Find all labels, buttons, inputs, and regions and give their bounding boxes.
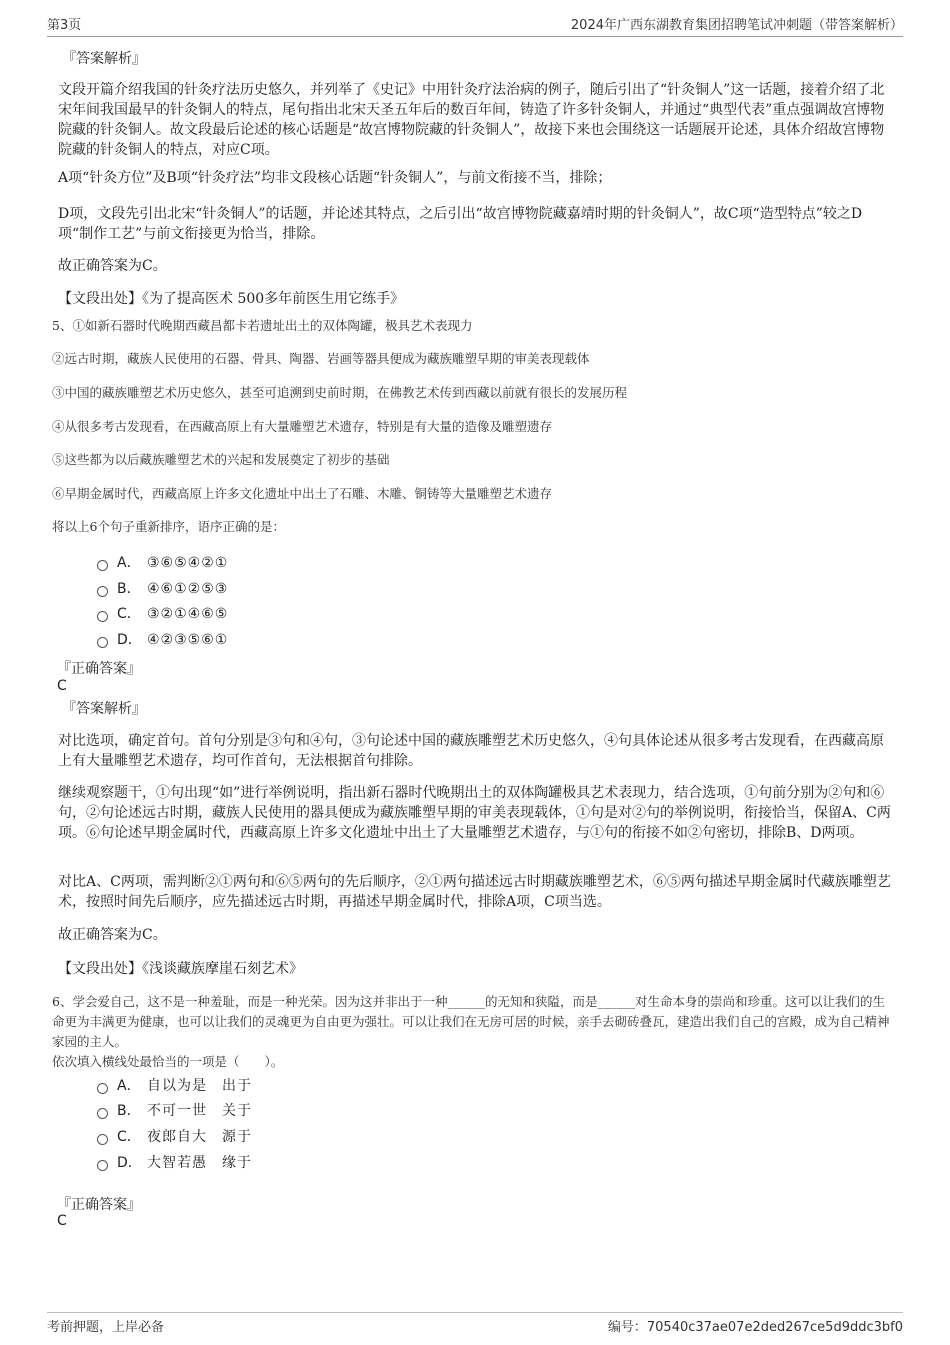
document-id: 编号：70540c37ae07e2ded267ce5d9ddc3bf0 xyxy=(607,1320,903,1335)
q5-sentence-5: ⑤这些都为以后藏族雕塑艺术的兴起和发展奠定了初步的基础 xyxy=(52,452,390,467)
q5-analysis-label: 『答案解析』 xyxy=(62,701,146,717)
option-letter: A． xyxy=(117,555,141,571)
radio-icon[interactable] xyxy=(97,1134,108,1145)
page-number: 第3页 xyxy=(47,18,82,33)
q4-conclusion: 故正确答案为C。 xyxy=(58,258,167,274)
q4-analysis-para-1: 文段开篇介绍我国的针灸疗法历史悠久，并列举了《史记》中用针灸疗法治病的例子，随后引出了“针灸铜人”这一话题，接着介绍了北宋年间我国最早的针灸铜人的特点，尾句指出北宋天圣五年后的数百年间，铸造了许多针灸铜人，并通过“典型代表”重点强调故宫博物院藏的针灸铜人。故文段最后论述的核心话题是“故宫博物院藏的针灸铜人”，故接下来也会围绕这一话题展开论述，具体介绍故宫博物院藏的针灸铜人的特点，对应C项。 xyxy=(58,82,885,158)
option-text: ④②③⑤⑥① xyxy=(147,632,229,648)
option-letter: D． xyxy=(117,632,142,648)
q6-option-b[interactable] xyxy=(97,1101,252,1121)
radio-icon[interactable] xyxy=(97,611,108,622)
radio-icon[interactable] xyxy=(97,1083,108,1094)
option-letter: C． xyxy=(117,1129,141,1145)
q5-sentence-6: ⑥早期金属时代，西藏高原上许多文化遗址中出土了石雕、木雕、铜铸等大量雕塑艺术遗存 xyxy=(52,486,553,501)
q5-answer: C xyxy=(57,678,67,694)
option-letter: D． xyxy=(117,1155,142,1171)
document-title: 2024年广西东湖教育集团招聘笔试冲刺题（带答案解析） xyxy=(570,18,903,33)
q5-prompt: 将以上6个句子重新排序，语序正确的是： xyxy=(52,519,285,534)
q5-source: 【文段出处】《浅谈藏族摩崖石刻艺术》 xyxy=(58,961,303,977)
option-text: 大智若愚 缘于 xyxy=(147,1155,252,1171)
q6-prompt: 依次填入横线处最恰当的一项是（ ）。 xyxy=(52,1054,284,1069)
q5-analysis-para-2: 继续观察题干，①句出现“如”进行举例说明，指出新石器时代晚期出土的双体陶罐极具艺术表现力，结合选项，①句前分别为②句和⑥句，②句论述远古时期，藏族人民使用的器具便成为藏族雕塑早期的审美表现载体，①句是对②句的举例说明，衔接恰当，保留A、C两项。⑥句论述早期金属时代，西藏高原上许多文化遗址中出土了大量雕塑艺术遗存，与①句的衔接不如②句密切，排除B、D两项。 xyxy=(58,785,891,841)
option-text: 自以为是 出于 xyxy=(147,1078,252,1094)
q6-option-c[interactable] xyxy=(97,1127,252,1147)
q5-sentence-3: ③中国的藏族雕塑艺术历史悠久，甚至可追溯到史前时期，在佛教艺术传到西藏以前就有很长的发展历程 xyxy=(52,385,628,400)
q5-option-c[interactable] xyxy=(97,604,228,624)
q6-answer-label: 『正确答案』 xyxy=(57,1197,141,1213)
q6-option-d[interactable] xyxy=(97,1153,252,1173)
option-text: ④⑥①②⑤③ xyxy=(147,581,229,597)
option-text: ③⑥⑤④②① xyxy=(147,555,229,571)
option-text: ③②①④⑥⑤ xyxy=(147,606,229,622)
q5-option-b[interactable] xyxy=(97,579,228,599)
q5-sentence-4: ④从很多考古发现看，在西藏高原上有大量雕塑艺术遗存，特别是有大量的造像及雕塑遗存 xyxy=(52,419,553,434)
q4-analysis-para-2: A项“针灸方位”及B项“针灸疗法”均非文段核心话题“针灸铜人”，与前文衔接不当，排除； xyxy=(58,170,612,186)
page-footer xyxy=(47,1312,903,1335)
footer-slogan: 考前押题，上岸必备 xyxy=(47,1320,165,1335)
q6-stem: 6、学会爱自己，这不是一种羞耻，而是一种光荣。因为这并非出于一种______的无知和狭隘，而是______对生命本身的崇尚和珍重。这可以让我们的生命更为丰满更为健康，也可以让我们的灵魂更为自由更为强壮。可以让我们在无房可居的时候，亲手去砌砖叠瓦，建造出我们自己的宫殿，成为自己精神家园的主人。 xyxy=(52,994,890,1049)
q5-analysis-para-3: 对比A、C两项，需判断②①两句和⑥⑤两句的先后顺序，②①两句描述远古时期藏族雕塑艺术，⑥⑤两句描述早期金属时代藏族雕塑艺术，按照时间先后顺序，应先描述远古时期，再描述早期金属时代，排除A项，C项当选。 xyxy=(58,874,891,910)
q6-answer: C xyxy=(57,1213,67,1229)
q4-analysis-label: 『答案解析』 xyxy=(62,51,146,67)
q5-option-a[interactable] xyxy=(97,553,228,573)
q5-conclusion: 故正确答案为C。 xyxy=(58,927,167,943)
q5-analysis-para-1: 对比选项，确定首句。首句分别是③句和④句，③句论述中国的藏族雕塑艺术历史悠久，④句具体论述从很多考古发现看，在西藏高原上有大量雕塑艺术遗存，均可作首句，无法根据首句排除。 xyxy=(58,733,884,769)
option-text: 不可一世 关于 xyxy=(147,1103,252,1119)
radio-icon[interactable] xyxy=(97,560,108,571)
option-letter: A． xyxy=(117,1078,141,1094)
option-letter: B． xyxy=(117,581,141,597)
q4-source: 【文段出处】《为了提高医术 500多年前医生用它练手》 xyxy=(58,291,405,307)
q4-analysis-para-3: D项，文段先引出北宋“针灸铜人”的话题，并论述其特点，之后引出“故宫博物院藏嘉靖时期的针灸铜人”，故C项“造型特点”较之D项“制作工艺”与前文衔接更为恰当，排除。 xyxy=(58,206,863,242)
q5-sentence-1: 5、①如新石器时代晚期西藏昌都卡若遗址出土的双体陶罐，极具艺术表现力 xyxy=(52,318,473,333)
q5-answer-label: 『正确答案』 xyxy=(57,661,141,677)
radio-icon[interactable] xyxy=(97,1160,108,1171)
radio-icon[interactable] xyxy=(97,586,108,597)
radio-icon[interactable] xyxy=(97,1108,108,1119)
q5-option-d[interactable] xyxy=(97,630,228,650)
option-letter: C． xyxy=(117,606,141,622)
q5-sentence-2: ②远古时期，藏族人民使用的石器、骨具、陶器、岩画等器具便成为藏族雕塑早期的审美表现载体 xyxy=(52,351,590,366)
radio-icon[interactable] xyxy=(97,637,108,648)
option-letter: B． xyxy=(117,1103,141,1119)
q6-option-a[interactable] xyxy=(97,1076,252,1096)
option-text: 夜郎自大 源于 xyxy=(147,1129,252,1145)
page-header xyxy=(47,14,903,37)
